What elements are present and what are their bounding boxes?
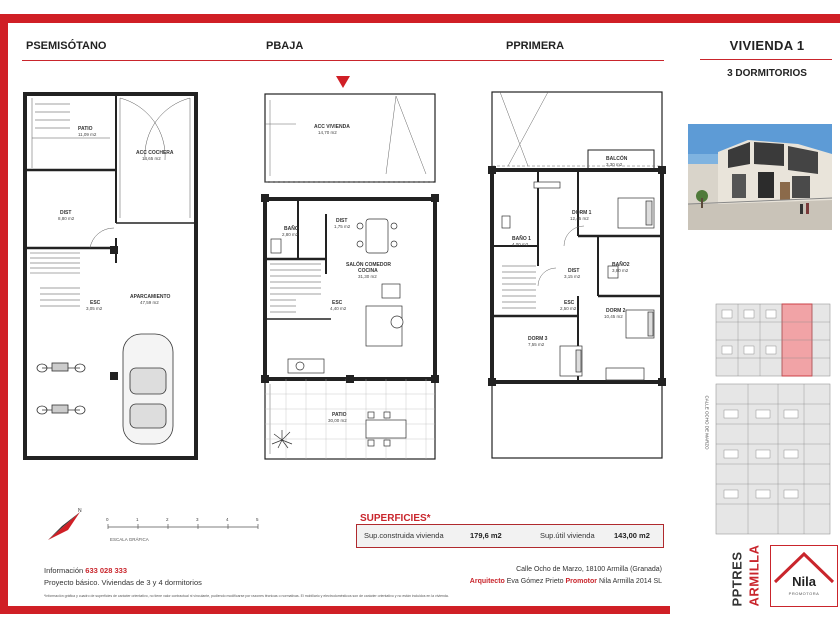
room-aparcamiento-area: 47,59 m2 <box>140 300 159 305</box>
room-bano-baja-area: 2,80 m2 <box>282 232 299 237</box>
room-esc-pri-area: 2,50 m2 <box>560 306 577 311</box>
sup-util-value: 143,00 m2 <box>614 531 650 540</box>
brand-text <box>722 542 768 608</box>
info-proyecto: Proyecto básico. Viviendas de 3 y 4 dormitorios <box>44 578 202 587</box>
info-phone[interactable]: 633 028 333 <box>85 566 127 575</box>
svg-text:N: N <box>78 508 82 514</box>
room-esc-sem-name: ESC <box>90 300 101 306</box>
room-dist-sem-area: 8,80 m2 <box>58 216 75 221</box>
header-baja: PBAJA <box>266 40 304 52</box>
room-dorm1-name: DORM 1 <box>572 210 592 216</box>
arquitecto-label: Arquitecto <box>469 578 505 585</box>
sup-construida-label: Sup.construida vivienda <box>364 531 444 540</box>
scale-tick-4: 4 <box>226 517 229 522</box>
room-esc-pri-name: ESC <box>564 300 575 306</box>
brand-line2: ARMILLA <box>746 544 762 607</box>
street-label: CALLE OCHO DE MARZO <box>704 395 710 450</box>
room-salon-name2: COCINA <box>358 268 378 274</box>
room-patio-baja-name: PATIO <box>332 412 347 418</box>
scale-tick-5: 5 <box>256 517 259 522</box>
room-bano2-name: BAÑO2 <box>612 262 630 268</box>
header-primera: PPRIMERA <box>506 40 565 52</box>
room-cochera-area: 14,65 m2 <box>142 156 161 161</box>
room-dist-sem-name: DIST <box>60 210 72 216</box>
room-dist-baja-name: DIST <box>336 218 348 224</box>
info-phone-line <box>44 566 127 575</box>
room-balcon-name: BALCÓN <box>606 156 628 162</box>
header-divider <box>22 60 664 61</box>
scale-tick-2: 2 <box>166 517 169 522</box>
sup-construida-value: 179,6 m2 <box>470 531 502 540</box>
room-dorm3-name: DORM 3 <box>528 336 548 342</box>
scale-label: ESCALA GRÁFICA <box>110 537 149 542</box>
room-esc-baja-area: 4,40 m2 <box>330 306 347 311</box>
room-bano-baja-name: BAÑO <box>284 226 299 232</box>
nila-logo-sub: PROMOTORA <box>788 591 820 596</box>
room-dist-pri-name: DIST <box>568 268 580 274</box>
vivienda-title: VIVIENDA 1 <box>729 38 805 53</box>
room-dist-pri-area: 3,15 m2 <box>564 274 581 279</box>
room-aparcamiento-name: APARCAMIENTO <box>130 294 171 300</box>
room-esc-baja-name: ESC <box>332 300 343 306</box>
vivienda-divider <box>700 59 832 60</box>
sup-util-label: Sup.útil vivienda <box>540 531 595 540</box>
header-semisotano: PSEMISÓTANO <box>26 40 107 52</box>
room-bano2-area: 3,80 m2 <box>612 268 629 273</box>
bottom-red-band <box>0 606 670 614</box>
info-label: Información <box>44 566 84 575</box>
plan-primera <box>488 86 668 469</box>
room-dist-baja-area: 1,75 m2 <box>334 224 351 229</box>
room-dorm2-name: DORM 2 <box>606 308 626 314</box>
arquitecto-name: Eva Gómez Prieto <box>506 578 564 585</box>
room-acc-name: ACC VIVIENDA <box>314 124 350 130</box>
plan-baja <box>256 74 444 469</box>
info-address: Calle Ocho de Marzo, 18100 Armilla (Granada) <box>516 566 662 573</box>
dormitorios-subtitle: 3 DORMITORIOS <box>727 68 807 79</box>
scale-tick-0: 0 <box>106 517 109 522</box>
fine-print: *Información gráfica y cuadro de superficies de carácter orientativo, no tiene valor contractual ni vinculante, pudiendo modificarse por razones técnicas o normativas. El mobiliario y electrodomésticos son de carácter orientativo y no están incluidos en la vivienda. <box>44 594 449 598</box>
room-patio-sem-area: 11,09 m2 <box>78 132 97 137</box>
brand-line1: PPTRES <box>729 551 745 607</box>
room-salon-area: 31,30 m2 <box>358 274 377 279</box>
room-patio-baja-area: 30,00 m2 <box>328 418 347 423</box>
room-dorm3-area: 7,55 m2 <box>528 342 545 347</box>
top-red-band <box>0 14 840 23</box>
nila-logo <box>770 545 838 607</box>
room-bano1-name: BAÑO 1 <box>512 236 531 242</box>
nila-logo-text: Nila <box>792 574 816 589</box>
room-bano1-area: 4,00 m2 <box>512 242 529 247</box>
room-cochera-name: ACC COCHERA <box>136 150 174 156</box>
room-esc-sem-area: 3,05 m2 <box>86 306 103 311</box>
entrance-arrow-icon <box>336 76 350 88</box>
scale-tick-3: 3 <box>196 517 199 522</box>
location-map <box>708 300 834 545</box>
info-credits <box>400 578 662 585</box>
promotor-name: Nila Armilla 2014 SL <box>598 578 662 585</box>
scale-tick-1: 1 <box>136 517 139 522</box>
room-acc-area: 14,70 m2 <box>318 130 337 135</box>
north-arrow-icon <box>44 506 88 551</box>
promotor-label: Promotor <box>565 578 598 585</box>
plan-semisotano <box>20 88 202 467</box>
room-dorm1-area: 12,45 m2 <box>570 216 589 221</box>
superficies-title: SUPERFICIES* <box>360 513 431 524</box>
room-patio-sem-name: PATIO <box>78 126 93 132</box>
room-salon-name: SALÓN COMEDOR <box>346 262 391 268</box>
left-red-band <box>0 14 8 614</box>
room-balcon-area: 3,30 m2 <box>606 162 623 167</box>
room-dorm2-area: 10,45 m2 <box>604 314 623 319</box>
building-render-image <box>688 124 832 230</box>
